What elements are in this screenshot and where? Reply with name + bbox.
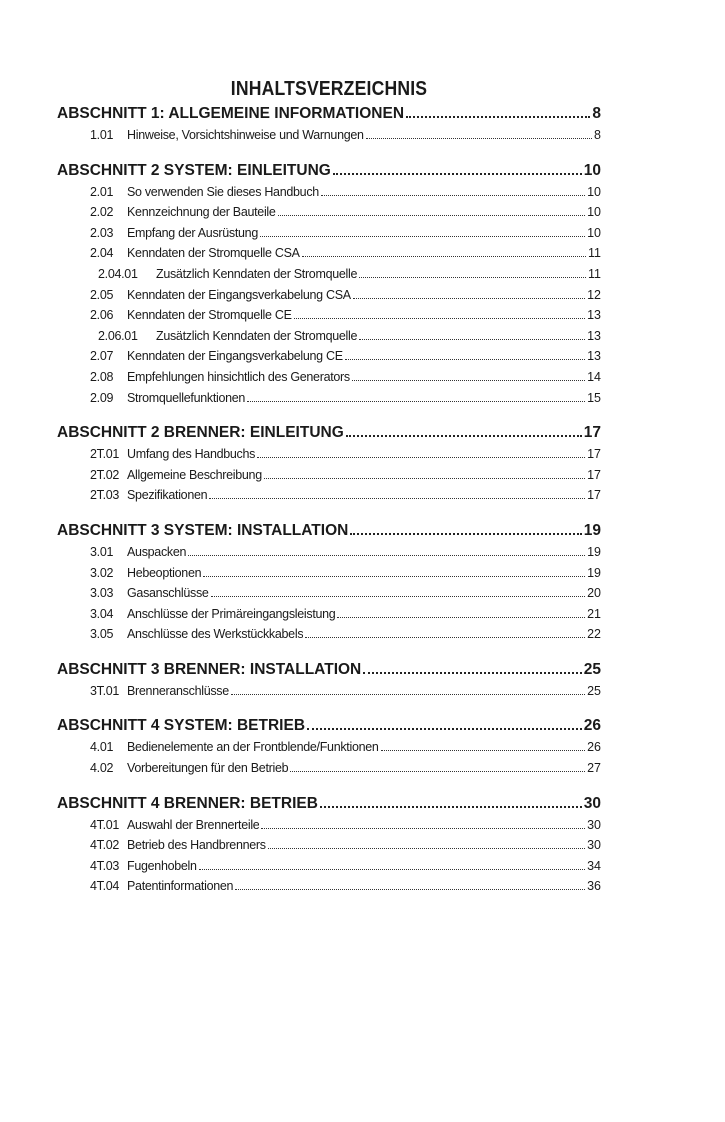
section-heading[interactable] [57,659,601,681]
toc-entry[interactable] [57,681,601,702]
toc-entry[interactable] [57,542,601,563]
dot-leader [359,277,586,278]
entry-number: 4.01 [90,740,114,755]
dot-leader [307,728,582,730]
entry-number: 4.02 [90,761,114,776]
toc-section [57,520,601,645]
entry-label-group [90,758,288,779]
section-page-number: 19 [583,521,601,539]
entry-number: 4T.04 [90,879,120,894]
entry-page-number: 13 [587,349,601,364]
toc-entry[interactable] [57,604,601,625]
entry-label-group [90,388,245,409]
entry-page-number: 22 [587,627,601,642]
entry-number: 3.04 [90,606,114,621]
section-page-number: 25 [583,660,601,678]
section-heading-label: ABSCHNITT 2 BRENNER: EINLEITUNG [57,424,344,442]
entry-title: Empfehlungen hinsichtlich des Generators [127,369,350,384]
toc-entry[interactable] [57,285,601,306]
entry-number: 2.02 [90,205,114,220]
entry-page-number: 27 [587,761,601,776]
toc-entry[interactable] [57,835,601,856]
dot-leader [406,116,590,118]
entry-title: Kenndaten der Stromquelle CSA [127,246,300,261]
entry-page-number: 11 [588,266,601,281]
toc-entry[interactable] [57,465,601,486]
section-page-number: 26 [583,717,601,735]
entry-label-group [90,542,186,563]
entry-label-group [90,563,201,584]
entry-number: 2.06 [90,308,114,323]
entry-page-number: 34 [587,858,601,873]
toc-entry[interactable] [57,305,601,326]
dot-leader [333,173,582,175]
dot-leader [211,596,586,597]
toc-entry[interactable] [57,388,601,409]
dot-leader [278,215,586,216]
toc-page [57,76,601,911]
entry-title: Fugenhobeln [127,858,197,873]
entry-page-number: 17 [587,488,601,503]
entry-title: Kennzeichnung der Bauteile [127,205,276,220]
dot-leader [346,435,582,437]
section-page-number: 30 [583,794,601,812]
section-heading[interactable] [57,422,601,444]
dot-leader [261,828,585,829]
entry-label-group [90,856,197,877]
entry-page-number: 17 [587,467,601,482]
dot-leader [320,806,582,808]
entry-number: 3T.01 [90,683,120,698]
dot-leader [247,401,585,402]
entry-label-group [90,624,303,645]
toc-entry[interactable] [57,583,601,604]
entry-label-group [90,485,207,506]
entry-label-group [90,346,343,367]
entry-number: 2.08 [90,369,114,384]
entry-title: Gasanschlüsse [127,586,209,601]
entry-label-group [90,604,335,625]
entry-title: Vorbereitungen für den Betrieb [127,761,289,776]
entry-title: Hinweise, Vorsichtshinweise und Warnungen [127,128,364,142]
dot-leader [350,533,581,535]
dot-leader [363,672,582,674]
section-heading[interactable] [57,160,601,182]
toc-entry[interactable] [57,264,601,285]
entry-page-number: 17 [587,447,601,462]
toc-section [57,715,601,778]
entry-title: Betrieb des Handbrenners [127,838,266,853]
toc-entry[interactable] [57,815,601,836]
section-heading-label: ABSCHNITT 2 SYSTEM: EINLEITUNG [57,161,331,179]
toc-entry[interactable] [57,876,601,897]
entry-title: Bedienelemente an der Frontblende/Funktionen [127,740,379,755]
dot-leader [337,617,585,618]
entry-page-number: 19 [587,544,601,559]
dot-leader [235,889,585,890]
section-page-number: 8 [592,105,601,122]
entry-page-number: 10 [587,184,601,199]
entry-label-group [90,444,255,465]
toc-entry[interactable] [57,444,601,465]
toc-section [57,160,601,409]
entry-number: 2.04.01 [98,266,138,281]
entry-page-number: 11 [588,246,601,261]
toc-section [57,793,601,897]
entry-page-number: 13 [587,308,601,323]
entry-page-number: 25 [587,683,601,698]
entry-page-number: 10 [587,205,601,220]
section-heading-label: ABSCHNITT 1: ALLGEMEINE INFORMATIONEN [57,105,405,122]
entry-number: 2.01 [90,184,114,199]
entry-number: 2.03 [90,225,114,240]
entry-label-group [90,125,364,146]
dot-leader [302,256,586,257]
dot-leader [268,848,585,849]
entry-title: Brenneranschlüsse [127,683,229,698]
entry-label-group [90,367,350,388]
dot-leader [366,138,592,139]
entry-number: 2.09 [90,390,114,405]
entry-label-group [90,583,209,604]
entry-title: Anschlüsse des Werkstückkabels [127,627,304,642]
dot-leader [381,750,586,751]
toc-body [57,103,601,897]
entry-label-group [90,285,351,306]
dot-leader [359,339,585,340]
entry-title: Allgemeine Beschreibung [127,467,262,482]
section-heading[interactable] [57,715,601,737]
entry-label-group [90,223,258,244]
entry-page-number: 36 [587,879,601,894]
entry-title: Anschlüsse der Primäreingangsleistung [127,606,336,621]
toc-entry[interactable] [57,243,601,264]
section-heading[interactable] [57,520,601,542]
entry-label-group [90,815,259,836]
dot-leader [260,236,585,237]
section-heading-label: ABSCHNITT 4 SYSTEM: BETRIEB [57,717,306,735]
dot-leader [209,498,585,499]
entry-label-group [90,305,292,326]
section-heading-label: ABSCHNITT 3 SYSTEM: INSTALLATION [57,521,349,539]
section-heading-label: ABSCHNITT 3 BRENNER: INSTALLATION [57,660,362,678]
entry-number: 3.01 [90,544,114,559]
dot-leader [203,576,585,577]
dot-leader [264,478,585,479]
dot-leader [352,380,585,381]
entry-page-number: 14 [587,369,601,384]
toc-entry[interactable] [57,125,601,146]
entry-label-group [90,264,357,285]
entry-label-group [90,876,233,897]
entry-number: 4T.02 [90,838,120,853]
entry-number: 2.06.01 [98,328,138,343]
dot-leader [231,694,585,695]
toc-entry[interactable] [57,346,601,367]
section-heading[interactable] [57,103,601,125]
entry-title: Zusätzlich Kenndaten der Stromquelle [156,266,358,281]
toc-entry[interactable] [57,202,601,223]
entry-label-group [90,202,276,223]
entry-title: Kenndaten der Eingangsverkabelung CE [127,349,343,364]
entry-label-group [90,681,229,702]
entry-page-number: 13 [587,328,601,343]
entry-title: Umfang des Handbuchs [127,447,256,462]
entry-number: 4T.03 [90,858,120,873]
toc-entry[interactable] [57,624,601,645]
entry-page-number: 26 [587,740,601,755]
entry-number: 4T.01 [90,817,120,832]
entry-title: Hebeoptionen [127,565,202,580]
entry-number: 2T.02 [90,467,120,482]
toc-entry[interactable] [57,182,601,203]
dot-leader [199,869,585,870]
entry-page-number: 20 [587,586,601,601]
section-heading-label: ABSCHNITT 4 BRENNER: BETRIEB [57,794,318,812]
toc-entry[interactable] [57,563,601,584]
entry-number: 2T.01 [90,447,120,462]
entry-number: 1.01 [90,128,114,142]
page-title: INHALTSVERZEICHNIS [230,78,428,100]
toc-entry[interactable] [57,856,601,877]
dot-leader [188,555,585,556]
section-page-number: 17 [583,424,601,442]
toc-entry[interactable] [57,223,601,244]
entry-number: 2.04 [90,246,114,261]
entry-title: Auspacken [127,544,187,559]
entry-title: Patentinformationen [127,879,234,894]
entry-title: So verwenden Sie dieses Handbuch [127,184,319,199]
entry-number: 3.03 [90,586,114,601]
toc-section [57,659,601,702]
entry-number: 2T.03 [90,488,120,503]
entry-title: Empfang der Ausrüstung [127,225,258,240]
section-page-number: 10 [583,161,601,179]
entry-page-number: 8 [594,128,601,142]
entry-title: Auswahl der Brennerteile [127,817,260,832]
entry-label-group [90,243,300,264]
entry-title: Stromquellefunktionen [127,390,246,405]
entry-number: 3.02 [90,565,114,580]
dot-leader [257,457,585,458]
entry-label-group [90,835,266,856]
entry-page-number: 15 [587,390,601,405]
toc-entry[interactable] [57,326,601,347]
toc-section [57,422,601,506]
entry-label-group [90,737,379,758]
dot-leader [290,771,585,772]
section-heading[interactable] [57,793,601,815]
dot-leader [353,298,585,299]
entry-page-number: 30 [587,817,601,832]
toc-entry[interactable] [57,367,601,388]
dot-leader [305,637,585,638]
entry-label-group [90,182,319,203]
entry-page-number: 12 [587,287,601,302]
entry-number: 2.05 [90,287,114,302]
toc-entry[interactable] [57,737,601,758]
entry-number: 2.07 [90,349,114,364]
entry-title: Zusätzlich Kenndaten der Stromquelle [156,328,358,343]
entry-page-number: 10 [587,225,601,240]
toc-entry[interactable] [57,758,601,779]
dot-leader [294,318,585,319]
entry-page-number: 19 [587,565,601,580]
entry-label-group [90,465,262,486]
entry-title: Kenndaten der Eingangsverkabelung CSA [127,287,351,302]
entry-page-number: 30 [587,838,601,853]
entry-number: 3.05 [90,627,114,642]
entry-title: Kenndaten der Stromquelle CE [127,308,292,323]
toc-section [57,103,601,146]
dot-leader [345,359,585,360]
entry-label-group [90,326,357,347]
dot-leader [321,195,585,196]
toc-entry[interactable] [57,485,601,506]
entry-page-number: 21 [587,606,601,621]
entry-title: Spezifikationen [127,488,208,503]
